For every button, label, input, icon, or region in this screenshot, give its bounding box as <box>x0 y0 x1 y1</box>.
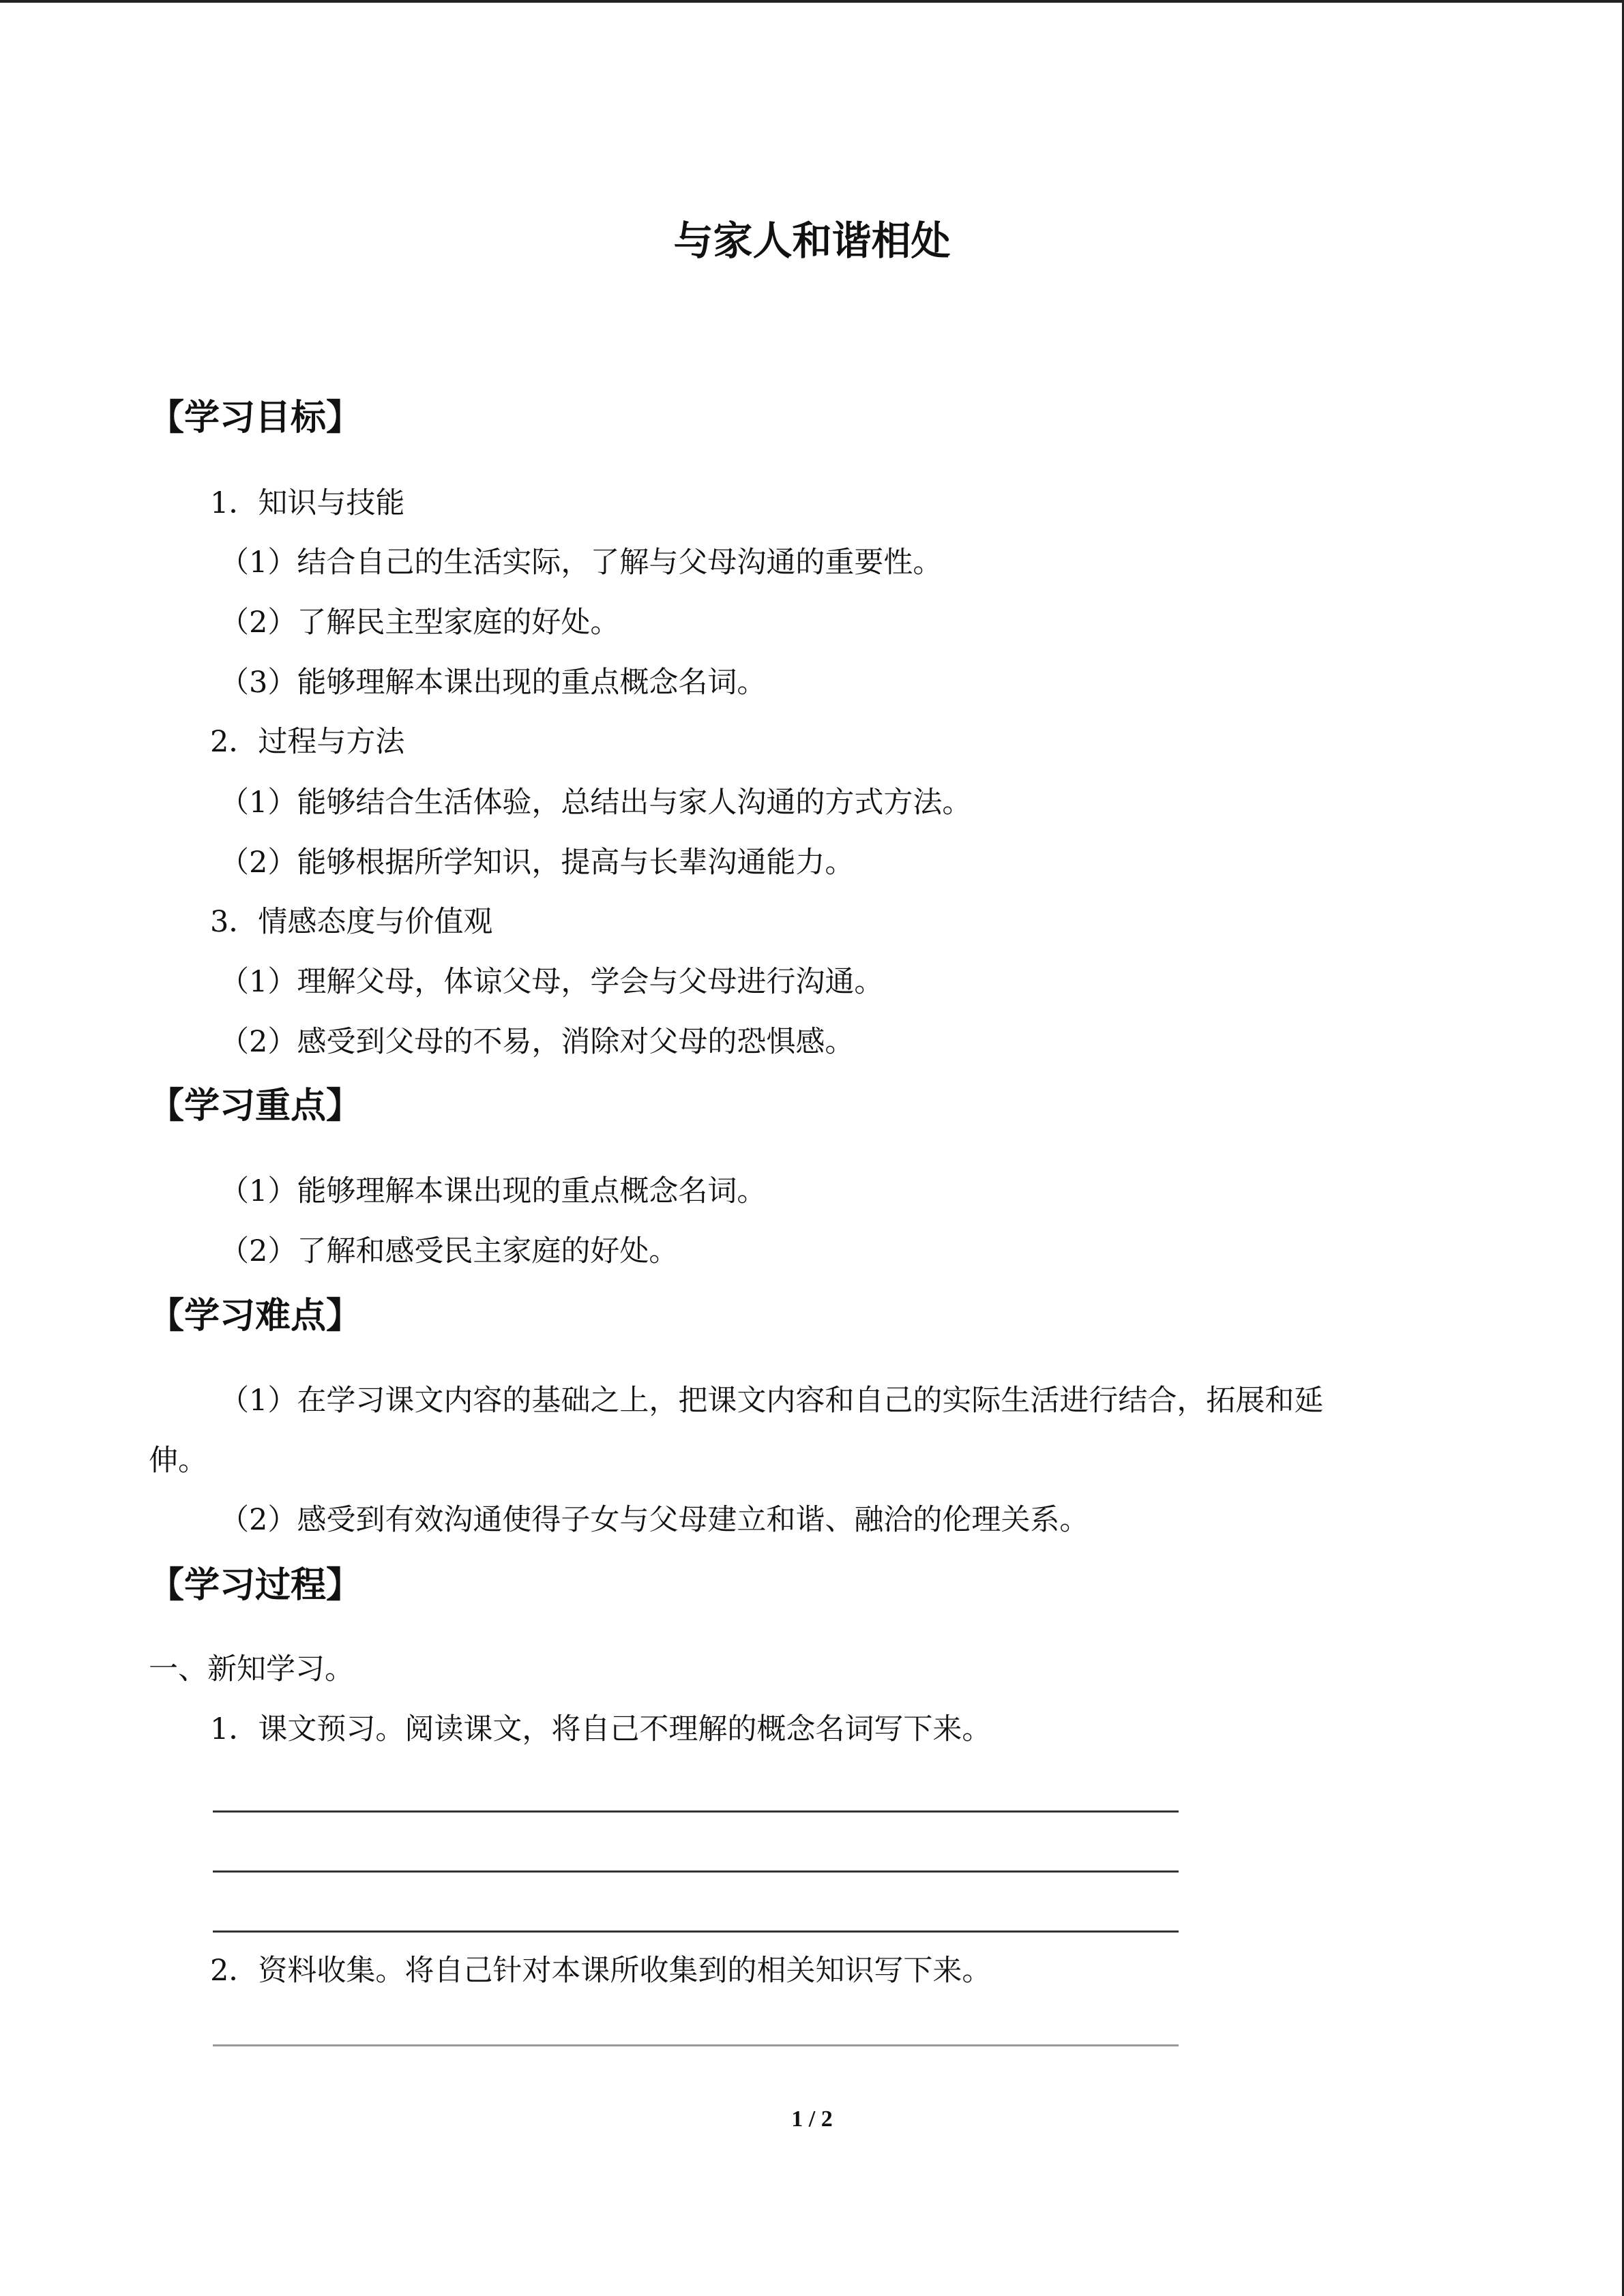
key-point-item: （2）了解和感受民主家庭的好处。 <box>220 1234 679 1268</box>
process-task-preview: 1．课文预习。阅读课文，将自己不理解的概念名词写下来。 <box>210 1712 992 1746</box>
goal-item: （1）理解父母，体谅父母，学会与父母进行沟通。 <box>220 965 884 999</box>
difficulty-item-line: （1）在学习课文内容的基础之上，把课文内容和自己的实际生活进行结合，拓展和延 <box>220 1384 1324 1418</box>
difficulty-item: （2）感受到有效沟通使得子女与父母建立和谐、融洽的伦理关系。 <box>220 1503 1089 1537</box>
difficulty-item-continuation: 伸。 <box>149 1444 207 1478</box>
goal-group-emotion: 3．情感态度与价值观 <box>210 905 493 939</box>
page-top-border <box>0 0 1624 3</box>
goal-item: （3）能够理解本课出现的重点概念名词。 <box>220 666 767 700</box>
section-heading-key-points: 【学习重点】 <box>149 1086 362 1127</box>
answer-line[interactable] <box>213 1810 1179 1813</box>
answer-line[interactable] <box>213 1870 1179 1873</box>
goal-item: （1）能够结合生活体验，总结出与家人沟通的方式方法。 <box>220 786 972 820</box>
goal-item: （2）能够根据所学知识，提高与长辈沟通能力。 <box>220 846 855 880</box>
process-part-title: 一、新知学习。 <box>149 1652 354 1686</box>
answer-line[interactable] <box>213 2044 1179 2046</box>
goal-item: （1）结合自己的生活实际，了解与父母沟通的重要性。 <box>220 546 943 580</box>
goal-item: （2）感受到父母的不易，消除对父母的恐惧感。 <box>220 1025 855 1059</box>
process-task-research: 2．资料收集。将自己针对本课所收集到的相关知识写下来。 <box>210 1954 992 1988</box>
page-number: 1 / 2 <box>791 2106 833 2132</box>
answer-line[interactable] <box>213 1930 1179 1933</box>
section-heading-goals: 【学习目标】 <box>149 398 362 438</box>
document-title: 与家人和谐相处 <box>673 218 951 264</box>
section-heading-process: 【学习过程】 <box>149 1565 362 1606</box>
goal-group-knowledge: 1．知识与技能 <box>210 486 405 520</box>
key-point-item: （1）能够理解本课出现的重点概念名词。 <box>220 1174 767 1208</box>
goal-group-process: 2．过程与方法 <box>210 725 405 759</box>
section-heading-difficulties: 【学习难点】 <box>149 1296 362 1337</box>
goal-item: （2）了解民主型家庭的好处。 <box>220 606 620 640</box>
